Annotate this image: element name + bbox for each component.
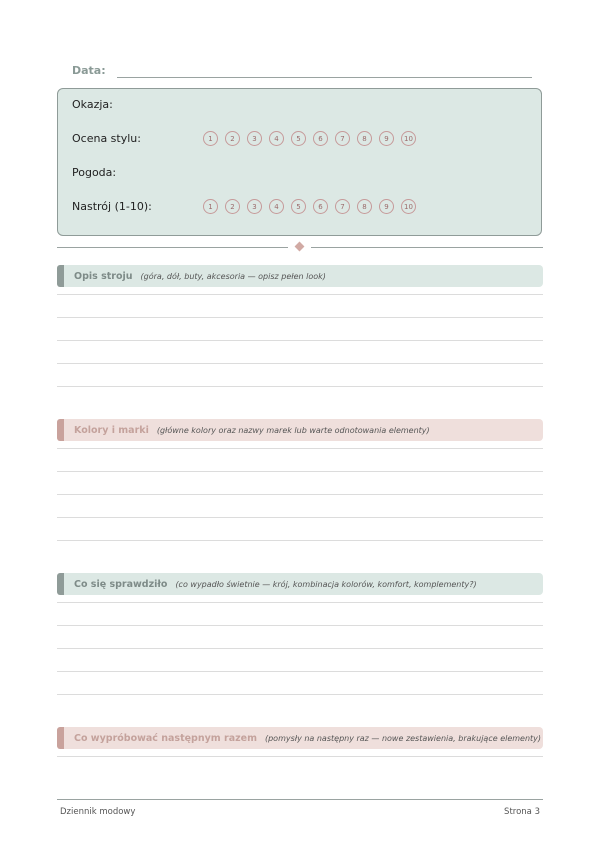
writing-line[interactable] <box>57 363 543 364</box>
section-title: Co wypróbować następnym razem <box>74 732 257 744</box>
writing-line[interactable] <box>57 317 543 318</box>
section-accent-bar <box>57 573 64 595</box>
style-rating-option-4[interactable]: 4 <box>269 131 284 146</box>
writing-line[interactable] <box>57 671 543 672</box>
writing-line[interactable] <box>57 694 543 695</box>
style-rating-option-8[interactable]: 8 <box>357 131 372 146</box>
page-number: Strona 3 <box>504 807 540 817</box>
mood-rating-option-2[interactable]: 2 <box>225 199 240 214</box>
writing-line[interactable] <box>57 494 543 495</box>
info-box <box>57 88 542 236</box>
section-1 <box>57 265 543 287</box>
writing-line[interactable] <box>57 517 543 518</box>
mood-rating-option-10[interactable]: 10 <box>401 199 416 214</box>
mood-rating-option-1[interactable]: 1 <box>203 199 218 214</box>
section-hint: (główne kolory oraz nazwy marek lub warte odnotowania elementy) <box>156 425 430 435</box>
writing-line[interactable] <box>57 294 543 295</box>
weather-label: Pogoda: <box>72 166 117 179</box>
style-rating-option-3[interactable]: 3 <box>247 131 262 146</box>
style-rating-option-10[interactable]: 10 <box>401 131 416 146</box>
occasion-label: Okazja: <box>72 98 113 111</box>
mood-rating-option-9[interactable]: 9 <box>379 199 394 214</box>
date-row <box>72 62 532 80</box>
divider-left <box>57 247 288 248</box>
writing-line[interactable] <box>57 625 543 626</box>
mood-rating-option-3[interactable]: 3 <box>247 199 262 214</box>
section-hint: (góra, dół, buty, akcesoria — opisz pełen look) <box>140 271 326 281</box>
divider-right <box>311 247 543 248</box>
date-input-line[interactable] <box>117 77 532 78</box>
style-rating-option-9[interactable]: 9 <box>379 131 394 146</box>
section-header <box>57 573 543 595</box>
writing-line[interactable] <box>57 602 543 603</box>
section-accent-bar <box>57 419 64 441</box>
section-header <box>57 265 543 287</box>
section-4 <box>57 727 543 749</box>
style-rating-option-6[interactable]: 6 <box>313 131 328 146</box>
writing-line[interactable] <box>57 340 543 341</box>
mood-rating-option-7[interactable]: 7 <box>335 199 350 214</box>
section-hint: (co wypadło świetnie — krój, kombinacja kolorów, komfort, komplementy?) <box>175 579 477 589</box>
style-rating-option-2[interactable]: 2 <box>225 131 240 146</box>
mood-label: Nastrój (1-10): <box>72 200 152 213</box>
writing-line[interactable] <box>57 448 543 449</box>
section-header <box>57 419 543 441</box>
mood-rating-option-6[interactable]: 6 <box>313 199 328 214</box>
style-rating-option-7[interactable]: 7 <box>335 131 350 146</box>
section-hint: (pomysły na następny raz — nowe zestawienia, brakujące elementy) <box>264 733 542 743</box>
writing-line[interactable] <box>57 648 543 649</box>
section-2 <box>57 419 543 441</box>
mood-rating-option-5[interactable]: 5 <box>291 199 306 214</box>
mood-rating-option-4[interactable]: 4 <box>269 199 284 214</box>
writing-line[interactable] <box>57 756 543 757</box>
mood-rating-scale <box>203 199 416 214</box>
style-rating-label: Ocena stylu: <box>72 132 141 145</box>
section-header <box>57 727 543 749</box>
section-3 <box>57 573 543 595</box>
writing-line[interactable] <box>57 471 543 472</box>
style-rating-scale <box>203 131 416 146</box>
date-label: Data: <box>72 64 106 77</box>
style-rating-option-1[interactable]: 1 <box>203 131 218 146</box>
footer-divider <box>57 799 543 800</box>
section-accent-bar <box>57 727 64 749</box>
section-title: Kolory i marki <box>74 424 149 436</box>
section-accent-bar <box>57 265 64 287</box>
section-title: Co się sprawdziło <box>74 578 168 590</box>
footer-title: Dziennik modowy <box>60 807 136 817</box>
section-title: Opis stroju <box>74 270 133 282</box>
writing-line[interactable] <box>57 386 543 387</box>
diamond-ornament-icon <box>295 242 305 252</box>
style-rating-option-5[interactable]: 5 <box>291 131 306 146</box>
writing-line[interactable] <box>57 540 543 541</box>
mood-rating-option-8[interactable]: 8 <box>357 199 372 214</box>
